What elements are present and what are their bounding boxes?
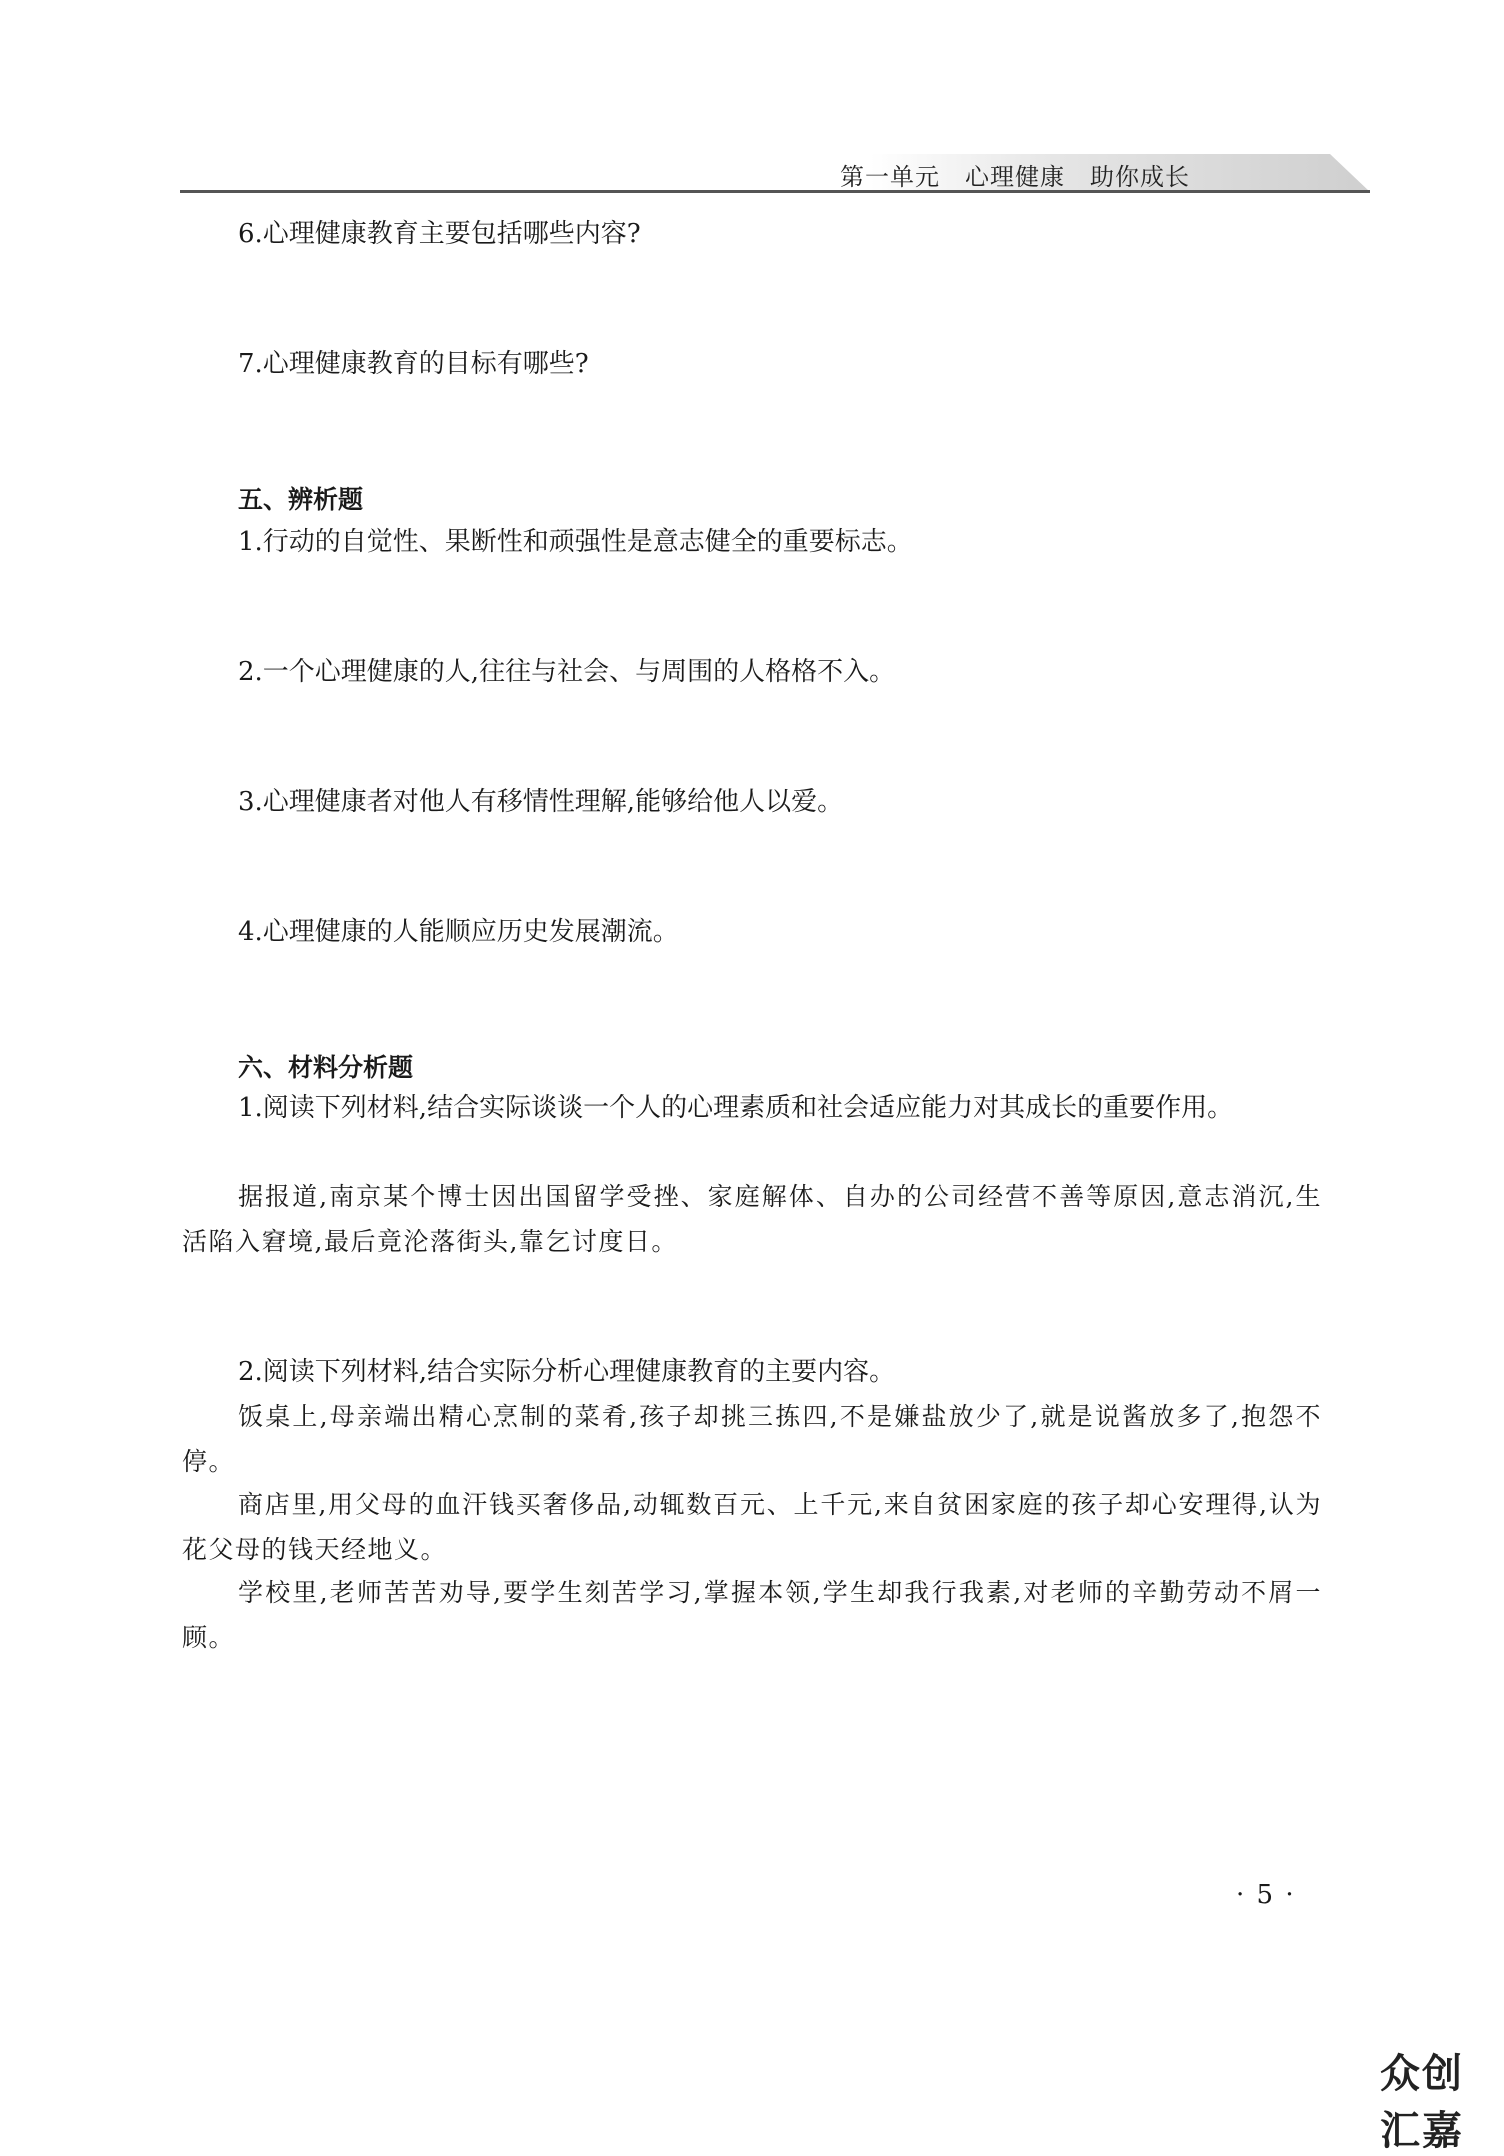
section-6-q1-material: 据报道,南京某个博士因出国留学受挫、家庭解体、自办的公司经营不善等原因,意志消沉,生活陷入窘境,最后竟沦落街头,靠乞讨度日。 xyxy=(182,1182,1322,1256)
chapter-title: 第一单元 心理健康 助你成长 xyxy=(840,163,1190,191)
question-7: 7.心理健康教育的目标有哪些? xyxy=(238,349,589,379)
running-header xyxy=(180,154,1370,192)
watermark-logo: 众创汇嘉 xyxy=(1380,2051,1464,2154)
section-6-q2-material-3: 学校里,老师苦苦劝导,要学生刻苦学习,掌握本领,学生却我行我素,对老师的辛勤劳动不屑一顾。 xyxy=(182,1578,1322,1652)
question-6: 6.心理健康教育主要包括哪些内容? xyxy=(238,219,641,249)
section-5-item-4: 4.心理健康的人能顺应历史发展潮流。 xyxy=(238,917,679,947)
section-5-item-1: 1.行动的自觉性、果断性和顽强性是意志健全的重要标志。 xyxy=(238,527,913,557)
section-5-title: 五、辨析题 xyxy=(238,485,364,514)
section-6-q2-prompt: 2.阅读下列材料,结合实际分析心理健康教育的主要内容。 xyxy=(238,1357,896,1387)
section-5-item-3: 3.心理健康者对他人有移情性理解,能够给他人以爱。 xyxy=(238,787,844,817)
section-6-q2-material-2: 商店里,用父母的血汗钱买奢侈品,动辄数百元、上千元,来自贫困家庭的孩子却心安理得,认为花父母的钱天经地义。 xyxy=(182,1490,1322,1564)
section-6-q2-material-1: 饭桌上,母亲端出精心烹制的菜肴,孩子却挑三拣四,不是嫌盐放少了,就是说酱放多了,抱怨不停。 xyxy=(182,1402,1322,1476)
page-number: · 5 · xyxy=(1236,1880,1296,1910)
section-6-q1-prompt: 1.阅读下列材料,结合实际谈谈一个人的心理素质和社会适应能力对其成长的重要作用。 xyxy=(238,1093,1234,1123)
section-6-title: 六、材料分析题 xyxy=(238,1053,414,1082)
section-5-item-2: 2.一个心理健康的人,往往与社会、与周围的人格格不入。 xyxy=(238,657,896,687)
header-rule xyxy=(180,190,1370,193)
